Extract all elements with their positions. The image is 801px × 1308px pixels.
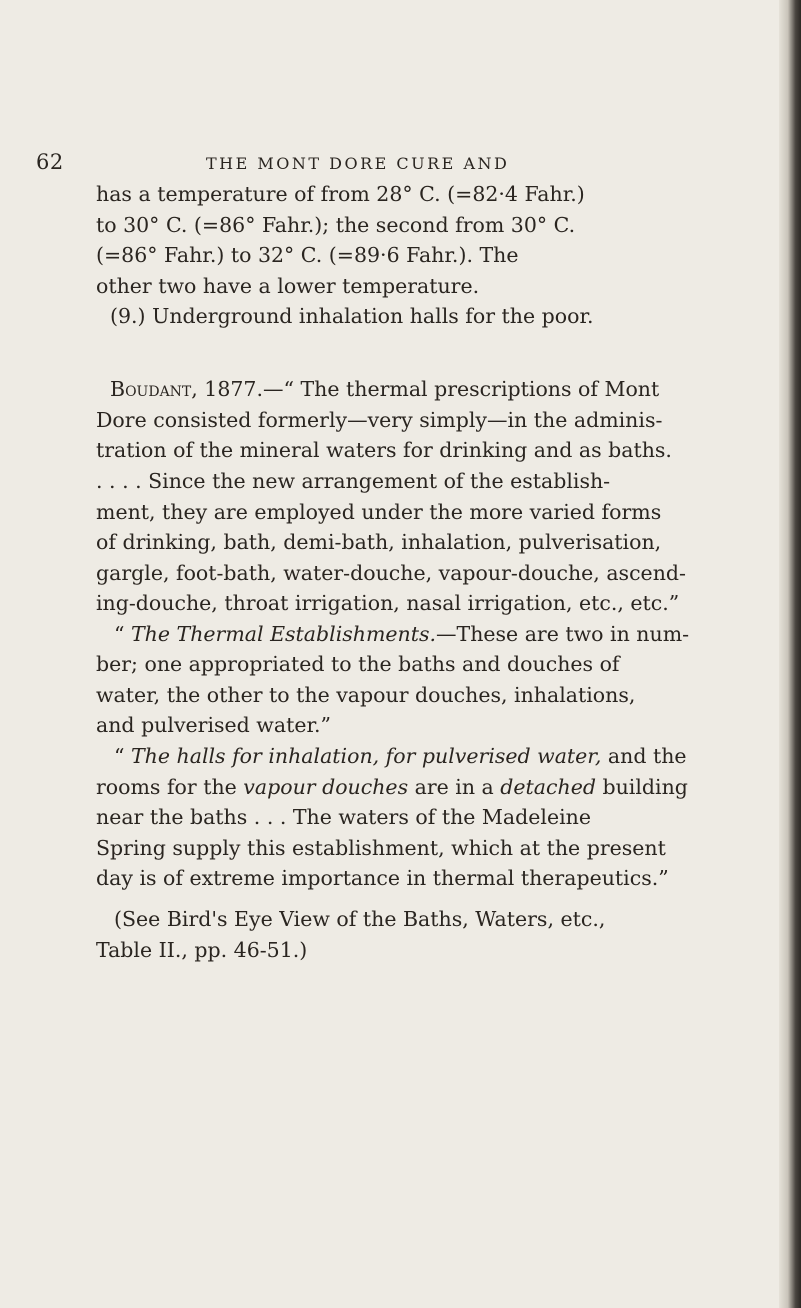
text-line: . . . . Since the new arrangement of the establish- [96,469,611,493]
text-line: and pulverised water.” [96,713,331,737]
text-line: near the baths . . . The waters of the Madeleine [96,805,591,829]
italic-text: detached [500,775,596,799]
text-line: ment, they are employed under the more varied forms [96,500,662,524]
text-line: (9.) Underground inhalation halls for the poor. [110,304,594,328]
text-line: of drinking, bath, demi-bath, inhalation, pulverisation, [96,530,662,554]
text-line: (=86° Fahr.) to 32° C. (=89·6 Fahr.). The [96,243,519,267]
page-edge-shadow [779,0,801,1308]
text-line: water, the other to the vapour douches, inhalations, [96,683,636,707]
text-span: —These are two in num- [436,622,690,646]
text-span: are in a [408,775,501,799]
text-span: building [595,775,688,799]
italic-text: The halls for inhalation, for pulverised water, [131,744,602,768]
text-line: to 30° C. (=86° Fahr.); the second from 30° C. [96,213,576,237]
text-line [110,379,659,400]
text-line: Table II., pp. 46-51.) [96,938,308,962]
text-line [114,624,689,645]
italic-text: vapour douches [243,775,409,799]
page-number: 62 [36,150,64,174]
text-span: rooms for the [96,775,244,799]
running-head: THE MONT DORE CURE AND [206,154,510,173]
text-line: has a temperature of from 28° C. (=82·4 Fahr.) [96,182,585,206]
text-line: gargle, foot-bath, water-douche, vapour-douche, ascend- [96,561,686,585]
text-line: (See Bird's Eye View of the Baths, Waters, etc., [114,907,606,931]
text-line: tration of the mineral waters for drinking and as baths. [96,438,672,462]
text-line: ing-douche, throat irrigation, nasal irrigation, etc., etc.” [96,591,680,615]
text-span: “ [114,744,131,768]
text-span: and the [601,744,687,768]
text-line: ber; one appropriated to the baths and douches of [96,652,620,676]
italic-title: The Thermal Establishments. [131,622,437,646]
text-line: Spring supply this establishment, which at the present [96,836,666,860]
text-span: , 1877.—“ The thermal prescriptions of Mont [191,377,660,401]
text-line: other two have a lower temperature. [96,274,480,298]
text-line: day is of extreme importance in thermal therapeutics.” [96,866,669,890]
text-line [96,777,688,798]
author-name: Boudant [110,377,192,401]
text-line: Dore consisted formerly—very simply—in the adminis- [96,408,663,432]
text-span: “ [114,622,131,646]
text-line [114,746,687,767]
